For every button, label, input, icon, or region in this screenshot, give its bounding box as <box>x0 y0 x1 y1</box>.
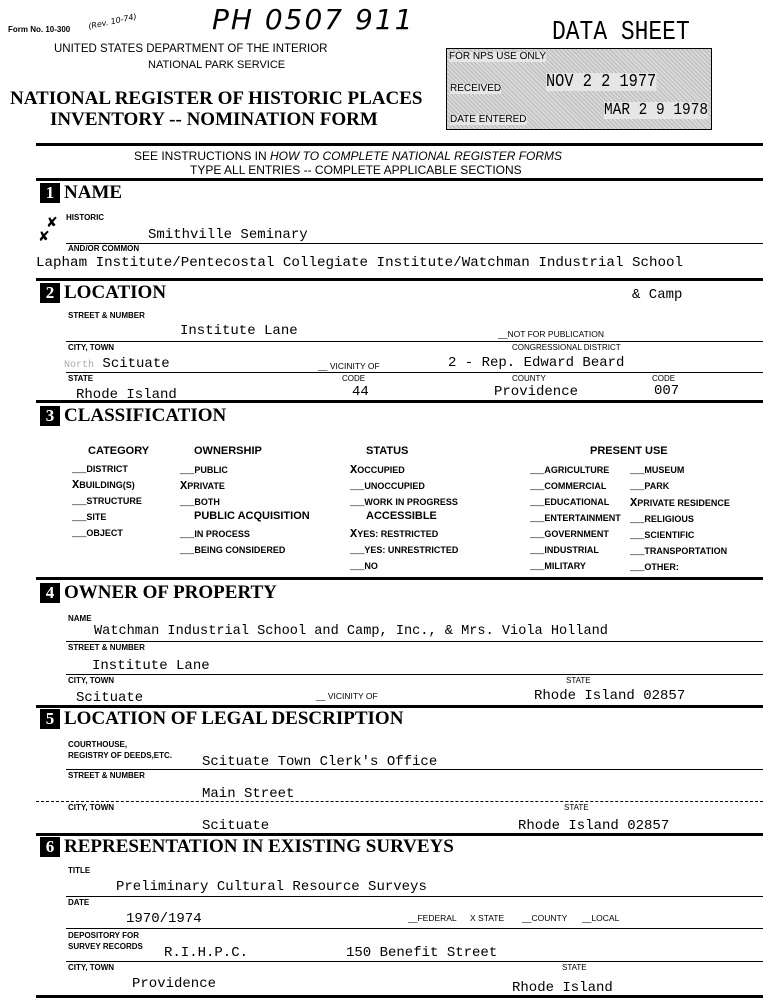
section-5-heading: 5 LOCATION OF LEGAL DESCRIPTION <box>40 709 403 729</box>
section-6-heading: 6 REPRESENTATION IN EXISTING SURVEYS <box>40 837 454 857</box>
congressional-label: CONGRESSIONAL DISTRICT <box>512 343 621 352</box>
divider <box>36 143 763 146</box>
section-2-heading: 2 LOCATION <box>40 283 166 303</box>
legal-state-label: STATE <box>564 803 589 812</box>
checkbox-in-process: __IN PROCESS <box>180 527 250 541</box>
legal-street-value: Main Street <box>202 786 295 802</box>
checkbox-scientific: __SCIENTIFIC <box>630 528 695 542</box>
field-line <box>66 961 763 962</box>
not-for-publication: __NOT FOR PUBLICATION <box>498 329 604 339</box>
depository-state-value: Rhode Island <box>512 980 613 996</box>
location-city-value: North Scituate <box>64 356 170 372</box>
congressional-value: 2 - Rep. Edward Beard <box>448 355 625 371</box>
section-3-heading: 3 CLASSIFICATION <box>40 406 226 426</box>
divider <box>36 400 763 403</box>
courthouse-value: Scituate Town Clerk's Office <box>202 754 438 770</box>
checkbox-industrial: __INDUSTRIAL <box>530 543 599 557</box>
owner-street-value: Institute Lane <box>92 658 210 674</box>
checkbox-federal: __FEDERAL <box>408 913 457 923</box>
checkbox-private-residence: XPRIVATE RESIDENCE <box>630 496 730 510</box>
checkbox-yes-unrestricted: __YES: UNRESTRICTED <box>350 543 459 557</box>
depository-value: R.I.H.P.C. <box>164 945 249 961</box>
nps-use-label: FOR NPS USE ONLY <box>449 51 547 62</box>
checkbox-work-in-progress: __WORK IN PROGRESS <box>350 495 458 509</box>
checkbox-site: __SITE <box>72 510 107 524</box>
survey-date-value: 1970/1974 <box>126 911 202 927</box>
checkmark-icon: ✘ <box>38 229 50 245</box>
survey-title-label: TITLE <box>68 866 91 875</box>
historic-label: HISTORIC <box>66 213 105 222</box>
public-acquisition-heading: PUBLIC ACQUISITION <box>194 510 310 522</box>
checkbox-commercial: __COMMERCIAL <box>530 479 607 493</box>
owner-city-label: CITY, TOWN <box>68 676 115 685</box>
vicinity-of: __ VICINITY OF <box>318 361 380 371</box>
department-name: UNITED STATES DEPARTMENT OF THE INTERIOR <box>54 43 328 55</box>
field-line <box>66 341 763 342</box>
survey-title-value: Preliminary Cultural Resource Surveys <box>116 879 427 895</box>
legal-street-label: STREET & NUMBER <box>68 771 145 780</box>
form-number: Form No. 10-300 <box>8 25 71 34</box>
checkbox-occupied: XOCCUPIED <box>350 463 405 477</box>
checkbox-public: __PUBLIC <box>180 463 228 477</box>
street-label: STREET & NUMBER <box>68 311 145 320</box>
location-street-value: Institute Lane <box>180 323 298 339</box>
checkbox-unoccupied: __UNOCCUPIED <box>350 479 425 493</box>
present-use-heading: PRESENT USE <box>590 445 668 457</box>
courthouse-label-1: COURTHOUSE, <box>68 740 128 749</box>
legal-city-value: Scituate <box>202 818 270 834</box>
checkbox-other: __OTHER: <box>630 560 679 574</box>
checkbox-agriculture: __AGRICULTURE <box>530 463 610 477</box>
checkbox-entertainment: __ENTERTAINMENT <box>530 511 621 525</box>
courthouse-label-2: REGISTRY OF DEEDS,ETC. <box>68 751 173 760</box>
checkbox-both: __BOTH <box>180 495 220 509</box>
checkbox-district: __DISTRICT <box>72 462 128 476</box>
checkbox-government: __GOVERNMENT <box>530 527 609 541</box>
status-heading: STATUS <box>366 445 409 457</box>
ownership-heading: OWNERSHIP <box>194 445 262 457</box>
checkbox-transportation: __TRANSPORTATION <box>630 544 728 558</box>
owner-city-value: Scituate <box>76 690 144 706</box>
county-label: COUNTY <box>512 374 546 383</box>
form-revision: (Rev. 10-74) <box>87 12 138 32</box>
field-line <box>66 641 763 642</box>
owner-state-value: Rhode Island 02857 <box>534 688 686 704</box>
field-line <box>66 243 763 244</box>
section-1-heading: 1 NAME <box>40 183 122 203</box>
county-code-label: CODE <box>652 374 676 383</box>
state-code-value: 44 <box>352 384 369 400</box>
common-name-continued: & Camp <box>632 287 683 303</box>
depository-street: 150 Benefit Street <box>346 945 498 961</box>
owner-name-label: NAME <box>68 614 92 623</box>
historic-name-value: Smithville Seminary <box>148 227 308 243</box>
checkmark-icon: ✘ <box>46 215 58 231</box>
checkbox-park: __PARK <box>630 479 670 493</box>
checkbox-military: __MILITARY <box>530 559 586 573</box>
code-label: CODE <box>342 374 366 383</box>
date-entered-value: MAR 2 9 1978 <box>604 101 709 120</box>
depository-city-label: CITY, TOWN <box>68 963 115 972</box>
legal-city-label: CITY, TOWN <box>68 803 115 812</box>
received-date: NOV 2 2 1977 <box>546 72 657 92</box>
depository-label-1: DEPOSITORY FOR <box>68 931 139 940</box>
depository-label-2: SURVEY RECORDS <box>68 942 143 951</box>
owner-name-value: Watchman Industrial School and Camp, Inc., & Mrs. Viola Holland <box>94 624 608 639</box>
date-entered-label: DATE ENTERED <box>450 114 527 125</box>
section-4-heading: 4 OWNER OF PROPERTY <box>40 583 277 603</box>
divider <box>36 178 763 181</box>
checkbox-buildings: XBUILDING(S) <box>72 478 135 492</box>
county-code-value: 007 <box>654 383 680 399</box>
state-label: STATE <box>68 374 94 383</box>
field-line <box>36 801 763 802</box>
checkbox-structure: __STRUCTURE <box>72 494 142 508</box>
county-value: Providence <box>494 384 579 400</box>
location-state-value: Rhode Island <box>76 387 177 403</box>
field-line <box>66 928 763 929</box>
checkbox-yes-restricted: XYES: RESTRICTED <box>350 527 439 541</box>
instructions-line1: SEE INSTRUCTIONS IN HOW TO COMPLETE NATIONAL REGISTER FORMS <box>134 149 563 163</box>
depository-city-value: Providence <box>132 976 217 992</box>
agency-name: NATIONAL PARK SERVICE <box>148 59 286 71</box>
field-line <box>66 372 763 373</box>
divider <box>36 995 763 998</box>
divider <box>36 577 763 580</box>
owner-vicinity-of: __ VICINITY OF <box>316 691 378 701</box>
checkbox-county: __COUNTY <box>522 913 568 923</box>
form-title-line1: NATIONAL REGISTER OF HISTORIC PLACES <box>10 88 423 109</box>
field-line <box>66 769 763 770</box>
survey-date-label: DATE <box>68 898 90 907</box>
owner-street-label: STREET & NUMBER <box>68 643 145 652</box>
common-name-label: AND/OR COMMON <box>68 244 140 253</box>
form-title-line2: INVENTORY -- NOMINATION FORM <box>50 109 378 130</box>
handwritten-reference-number: PH 0507 911 <box>212 3 415 36</box>
checkbox-being-considered: __BEING CONSIDERED <box>180 543 286 557</box>
checkbox-local: __LOCAL <box>582 913 620 923</box>
city-label: CITY, TOWN <box>68 343 115 352</box>
divider <box>36 278 763 281</box>
checkbox-educational: __EDUCATIONAL <box>530 495 610 509</box>
common-name-value: Lapham Institute/Pentecostal Collegiate Institute/Watchman Industrial School <box>36 255 684 271</box>
legal-state-value: Rhode Island 02857 <box>518 818 670 834</box>
checkbox-private: XPRIVATE <box>180 479 225 493</box>
checkbox-no: __NO <box>350 559 378 573</box>
received-label: RECEIVED <box>450 83 502 94</box>
checkbox-museum: __MUSEUM <box>630 463 685 477</box>
category-heading: CATEGORY <box>88 445 150 457</box>
depository-state-label: STATE <box>562 963 587 972</box>
checkbox-object: __OBJECT <box>72 526 123 540</box>
field-line <box>66 674 763 675</box>
instructions-line2: TYPE ALL ENTRIES -- COMPLETE APPLICABLE SECTIONS <box>190 163 522 177</box>
data-sheet-stamp: DATA SHEET <box>552 18 690 48</box>
owner-state-label: STATE <box>566 676 591 685</box>
checkbox-religious: __RELIGIOUS <box>630 512 694 526</box>
checkbox-state: X STATE <box>470 913 505 923</box>
accessible-heading: ACCESSIBLE <box>366 510 437 522</box>
field-line <box>66 896 763 897</box>
